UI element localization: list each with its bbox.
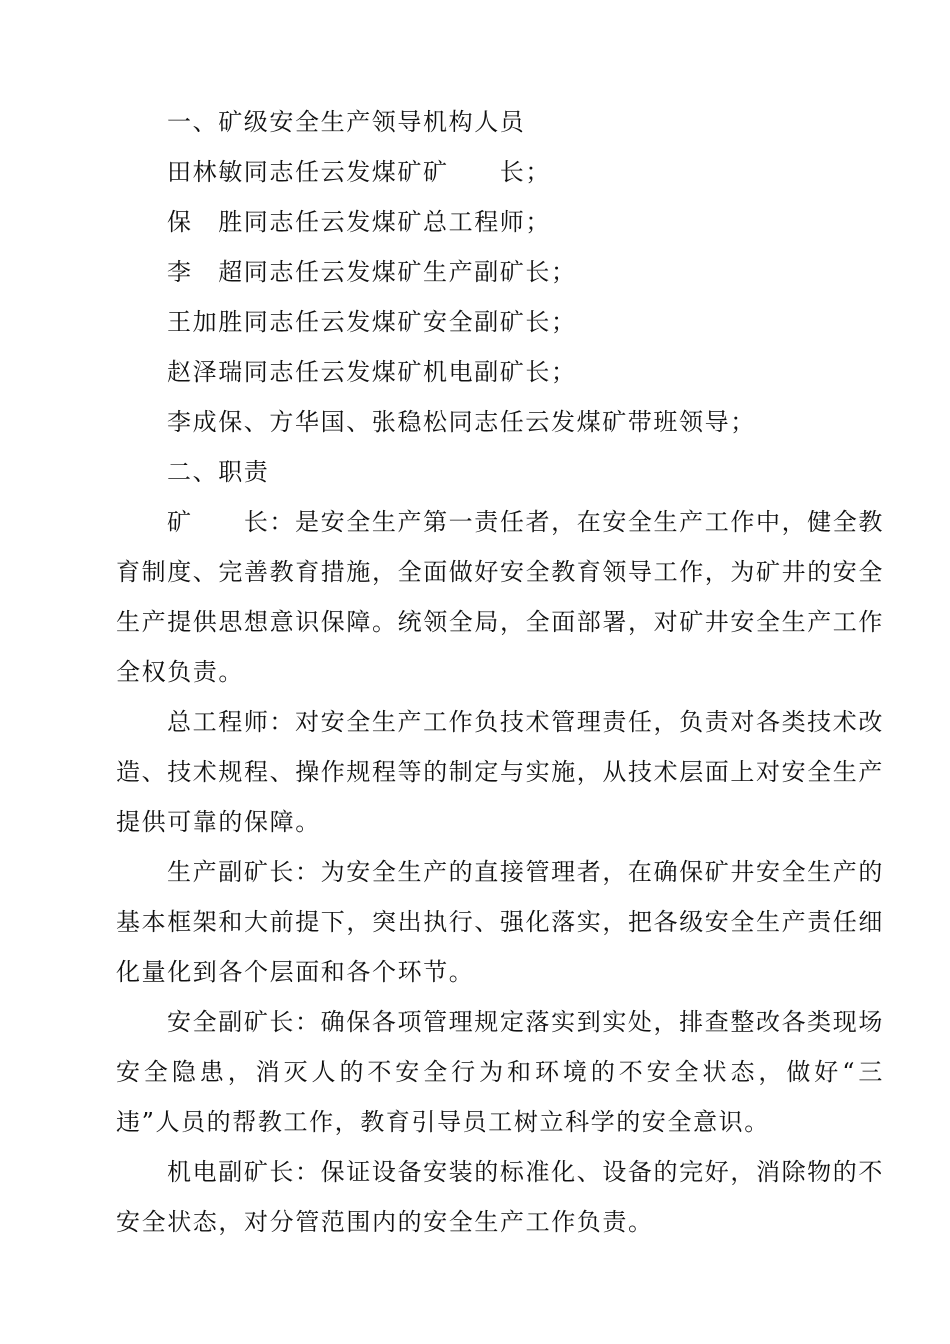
duty-paragraph-production-deputy: 生产副矿长：为安全生产的直接管理者，在确保矿井安全生产的基本框架和大前提下，突出执行、强化落实，把各级安全生产责任细化量化到各个层面和各个环节。 [116, 858, 884, 986]
member-line: 田林敏同志任云发煤矿矿 长； [167, 158, 551, 186]
duty-paragraph-safety-deputy: 安全副矿长：确保各项管理规定落实到实处，排查整改各类现场安全隐患，消灭人的不安全行为和环境的不安全状态，做好“三违”人员的帮教工作，教育引导员工树立科学的安全意识。 [116, 1008, 884, 1136]
member-line: 王加胜同志任云发煤矿安全副矿长； [167, 308, 577, 336]
member-line: 李 超同志任云发煤矿生产副矿长； [167, 258, 577, 286]
section-heading-leadership: 一、矿级安全生产领导机构人员 [167, 108, 526, 136]
member-line: 李成保、方华国、张稳松同志任云发煤矿带班领导； [167, 408, 756, 436]
section-heading-duties: 二、职责 [167, 458, 270, 486]
member-line: 保 胜同志任云发煤矿总工程师； [167, 208, 551, 236]
duty-paragraph-mechanical-deputy: 机电副矿长：保证设备安装的标准化、设备的完好，消除物的不安全状态，对分管范围内的安全生产工作负责。 [116, 1158, 884, 1236]
member-line: 赵泽瑞同志任云发煤矿机电副矿长； [167, 358, 577, 386]
duty-paragraph-mine-director: 矿 长：是安全生产第一责任者，在安全生产工作中，健全教育制度、完善教育措施，全面做好安全教育领导工作，为矿井的安全生产提供思想意识保障。统领全局，全面部署，对矿井安全生产工作全权负责。 [116, 508, 884, 686]
document-body [116, 97, 884, 1247]
duty-paragraph-chief-engineer: 总工程师：对安全生产工作负技术管理责任，负责对各类技术改造、技术规程、操作规程等的制定与实施，从技术层面上对安全生产提供可靠的保障。 [116, 708, 884, 836]
